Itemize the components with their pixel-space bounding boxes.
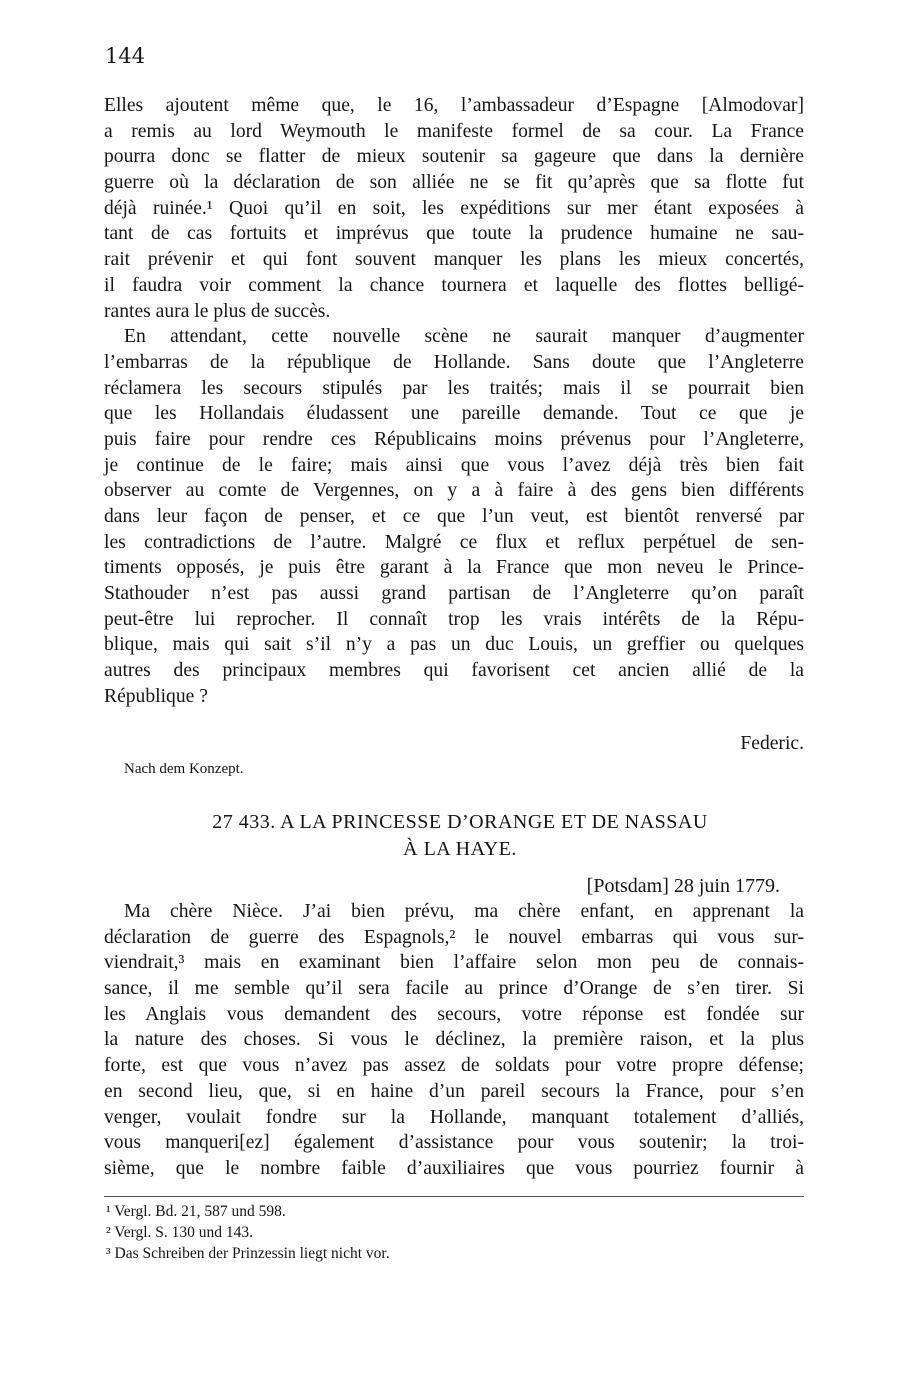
text-line: vous manqueri[ez] également d’assistance pour vous soutenir; la troi- (104, 1132, 804, 1154)
text-line: observer au comte de Vergennes, on y a à faire à des gens bien différents (104, 480, 804, 502)
letter-heading-line1: 27 433. A LA PRINCESSE D’ORANGE ET DE NASSAU (212, 811, 708, 833)
text-line: puis faire pour rendre ces Républicains moins prévenus pour l’Angleterre, (104, 428, 804, 450)
letter-heading-line2: À LA HAYE. (403, 838, 517, 860)
text-line: peut-être lui reprocher. Il connaît trop les vrais intérêts de la Répu- (104, 608, 804, 630)
text-line: déclaration de guerre des Espagnols,² le nouvel embarras qui vous sur- (104, 926, 804, 948)
text-line: je continue de le faire; mais ainsi que vous l’avez déjà très bien fait (104, 454, 804, 476)
text-line: Stathouder n’est pas aussi grand partisan de l’Angleterre qu’on paraît (104, 583, 804, 605)
text-line: dans leur façon de penser, et ce que l’un veut, est bientôt renversé par (104, 506, 804, 527)
text-line: rait prévenir et qui font souvent manquer les plans les mieux concertés, (104, 249, 804, 271)
text-line: a remis au lord Weymouth le manifeste formel de sa cour. La France (104, 120, 804, 142)
text-line: République ? (104, 685, 208, 707)
text-line: les contradictions de l’autre. Malgré ce flux et reflux perpétuel de sen- (104, 531, 804, 553)
text-line: réclamera les secours stipulés par les traités; mais il se pourrait bien (104, 377, 804, 399)
text-line: tant de cas fortuits et imprévus que toute la prudence humaine ne sau- (104, 223, 804, 245)
source-note: Nach dem Konzept. (124, 761, 244, 777)
letter-body-continued (104, 93, 804, 710)
signature: Federic. (740, 733, 804, 754)
text-line: les Anglais vous demandent des secours, votre réponse est fondée sur (104, 1003, 804, 1025)
text-line: Elles ajoutent même que, le 16, l’ambassadeur d’Espagne [Almodovar] (104, 95, 804, 116)
signature-line (104, 731, 804, 757)
letter-body (104, 899, 804, 1182)
text-line: En attendant, cette nouvelle scène ne saurait manquer d’augmenter (124, 326, 804, 348)
text-line: rantes aura le plus de succès. (104, 300, 331, 322)
text-line: que les Hollandais éludassent une pareille demande. Tout ce que je (104, 403, 804, 425)
text-line: Ma chère Nièce. J’ai bien prévu, ma chère enfant, en apprenant la (124, 901, 804, 922)
text-line: forte, est que vous n’avez pas assez de soldats pour votre propre défense; (104, 1055, 804, 1077)
text-line: déjà ruinée.¹ Quoi qu’il en soit, les expéditions sur mer étant exposées à (104, 197, 804, 219)
text-line: guerre où la déclaration de son alliée ne se fit qu’après que sa flotte fut (104, 172, 804, 194)
footnote: ² Vergl. S. 130 und 143. (106, 1224, 254, 1241)
text-line: sance, il me semble qu’il sera facile au prince d’Orange de s’en tirer. Si (104, 978, 804, 1000)
page-number: 144 (105, 44, 146, 68)
text-line: blique, mais qui sait s’il n’y a pas un duc Louis, un greffier ou quelques (104, 634, 804, 656)
text-line: la nature des choses. Si vous le déclinez, la première raison, et la plus (104, 1029, 804, 1051)
text-line: en second lieu, que, si en haine d’un pareil secours la France, pour s’en (104, 1080, 804, 1102)
text-line: l’embarras de la république de Hollande. Sans doute que l’Angleterre (104, 351, 804, 373)
text-line: viendrait,³ mais en examinant bien l’affaire selon mon peu de connais- (104, 952, 804, 974)
footnote: ³ Das Schreiben der Prinzessin liegt nicht vor. (106, 1245, 390, 1262)
footnote: ¹ Vergl. Bd. 21, 587 und 598. (106, 1203, 286, 1220)
text-line: autres des principaux membres qui favorisent cet ancien allié de la (104, 660, 804, 682)
text-line: venger, voulait fondre sur la Hollande, manquant totalement d’alliés, (104, 1106, 804, 1128)
text-line: pourra donc se flatter de mieux soutenir sa gageure que dans la dernière (104, 146, 804, 168)
text-line: timents opposés, je puis être garant à la France que mon neveu le Prince- (104, 557, 804, 579)
footnotes (106, 1201, 390, 1264)
footnote-rule (104, 1196, 804, 1197)
letter-dateline: [Potsdam] 28 juin 1779. (586, 875, 780, 897)
text-line: sième, que le nombre faible d’auxiliaires que vous pourriez fournir à (104, 1157, 804, 1179)
text-line: il faudra voir comment la chance tournera et laquelle des flottes belligé- (104, 274, 804, 296)
